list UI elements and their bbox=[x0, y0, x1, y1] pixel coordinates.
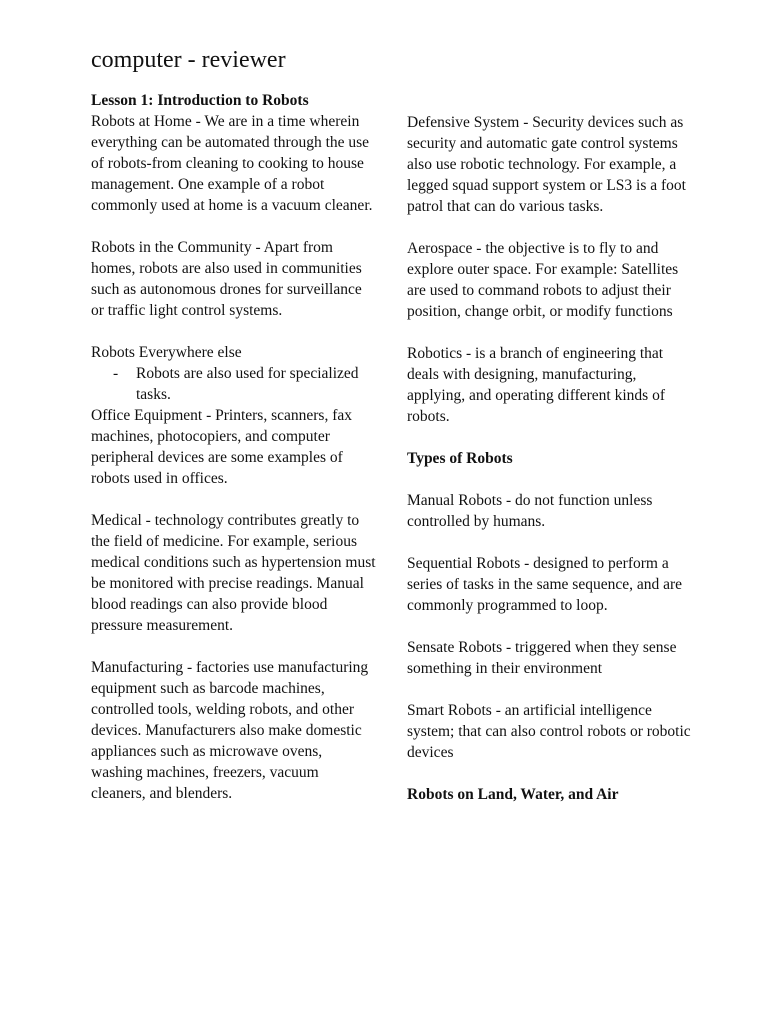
types-of-robots-heading: Types of Robots bbox=[407, 450, 513, 467]
paragraph-medical: Medical - technology contributes greatly to the field of medicine. For example, serious medical conditions such as hypertension must be monitored with precise readings. Manual blood readings can also provide blood pressure measurement. bbox=[91, 512, 376, 634]
paragraph-robots-at-home: Robots at Home - We are in a time wherein everything can be automated through the use of robots-from cleaning to cooking to house management. One example of a robot commonly used at home is a vacuum cleaner. bbox=[91, 113, 373, 214]
paragraph-robotics: Robotics - is a branch of engineering that deals with designing, manufacturing, applying, and operating different kinds of robots. bbox=[407, 345, 665, 425]
bullet-item bbox=[91, 363, 376, 405]
land-water-air-heading: Robots on Land, Water, and Air bbox=[407, 786, 619, 803]
left-column bbox=[91, 90, 376, 825]
paragraph-aerospace: Aerospace - the objective is to fly to and explore outer space. For example: Satellites are used to command robots to adjust their position, change orbit, or modify functions bbox=[407, 240, 679, 320]
paragraph-manual-robots: Manual Robots - do not function unless controlled by humans. bbox=[407, 492, 653, 530]
right-column bbox=[407, 112, 697, 805]
bullet-text: Robots are also used for specialized tasks. bbox=[136, 365, 359, 403]
paragraph-sequential-robots: Sequential Robots - designed to perform a series of tasks in the same sequence, and are commonly programmed to loop. bbox=[407, 555, 683, 614]
document-title: computer - reviewer bbox=[91, 47, 286, 73]
paragraph-robots-everywhere: Robots Everywhere else bbox=[91, 344, 242, 361]
paragraph-sensate-robots: Sensate Robots - triggered when they sense something in their environment bbox=[407, 639, 677, 677]
lesson-heading: Lesson 1: Introduction to Robots bbox=[91, 92, 309, 109]
paragraph-office-equipment: Office Equipment - Printers, scanners, fax machines, photocopiers, and computer peripheral devices are some examples of robots used in offices. bbox=[91, 407, 352, 487]
paragraph-manufacturing: Manufacturing - factories use manufacturing equipment such as barcode machines, controlled tools, welding robots, and other devices. Manufacturers also make domestic appliances such as microwave ovens, washing machines, freezers, vacuum cleaners, and blenders. bbox=[91, 659, 369, 802]
paragraph-smart-robots: Smart Robots - an artificial intelligence system; that can also control robots or robotic devices bbox=[407, 702, 691, 761]
paragraph-defensive-system: Defensive System - Security devices such as security and automatic gate control systems also use robotic technology. For example, a legged squad support system or LS3 is a foot patrol that can do various tasks. bbox=[407, 114, 686, 215]
bullet-dash: - bbox=[113, 365, 119, 382]
paragraph-robots-community: Robots in the Community - Apart from homes, robots are also used in communities such as autonomous drones for surveillance or traffic light control systems. bbox=[91, 239, 362, 319]
